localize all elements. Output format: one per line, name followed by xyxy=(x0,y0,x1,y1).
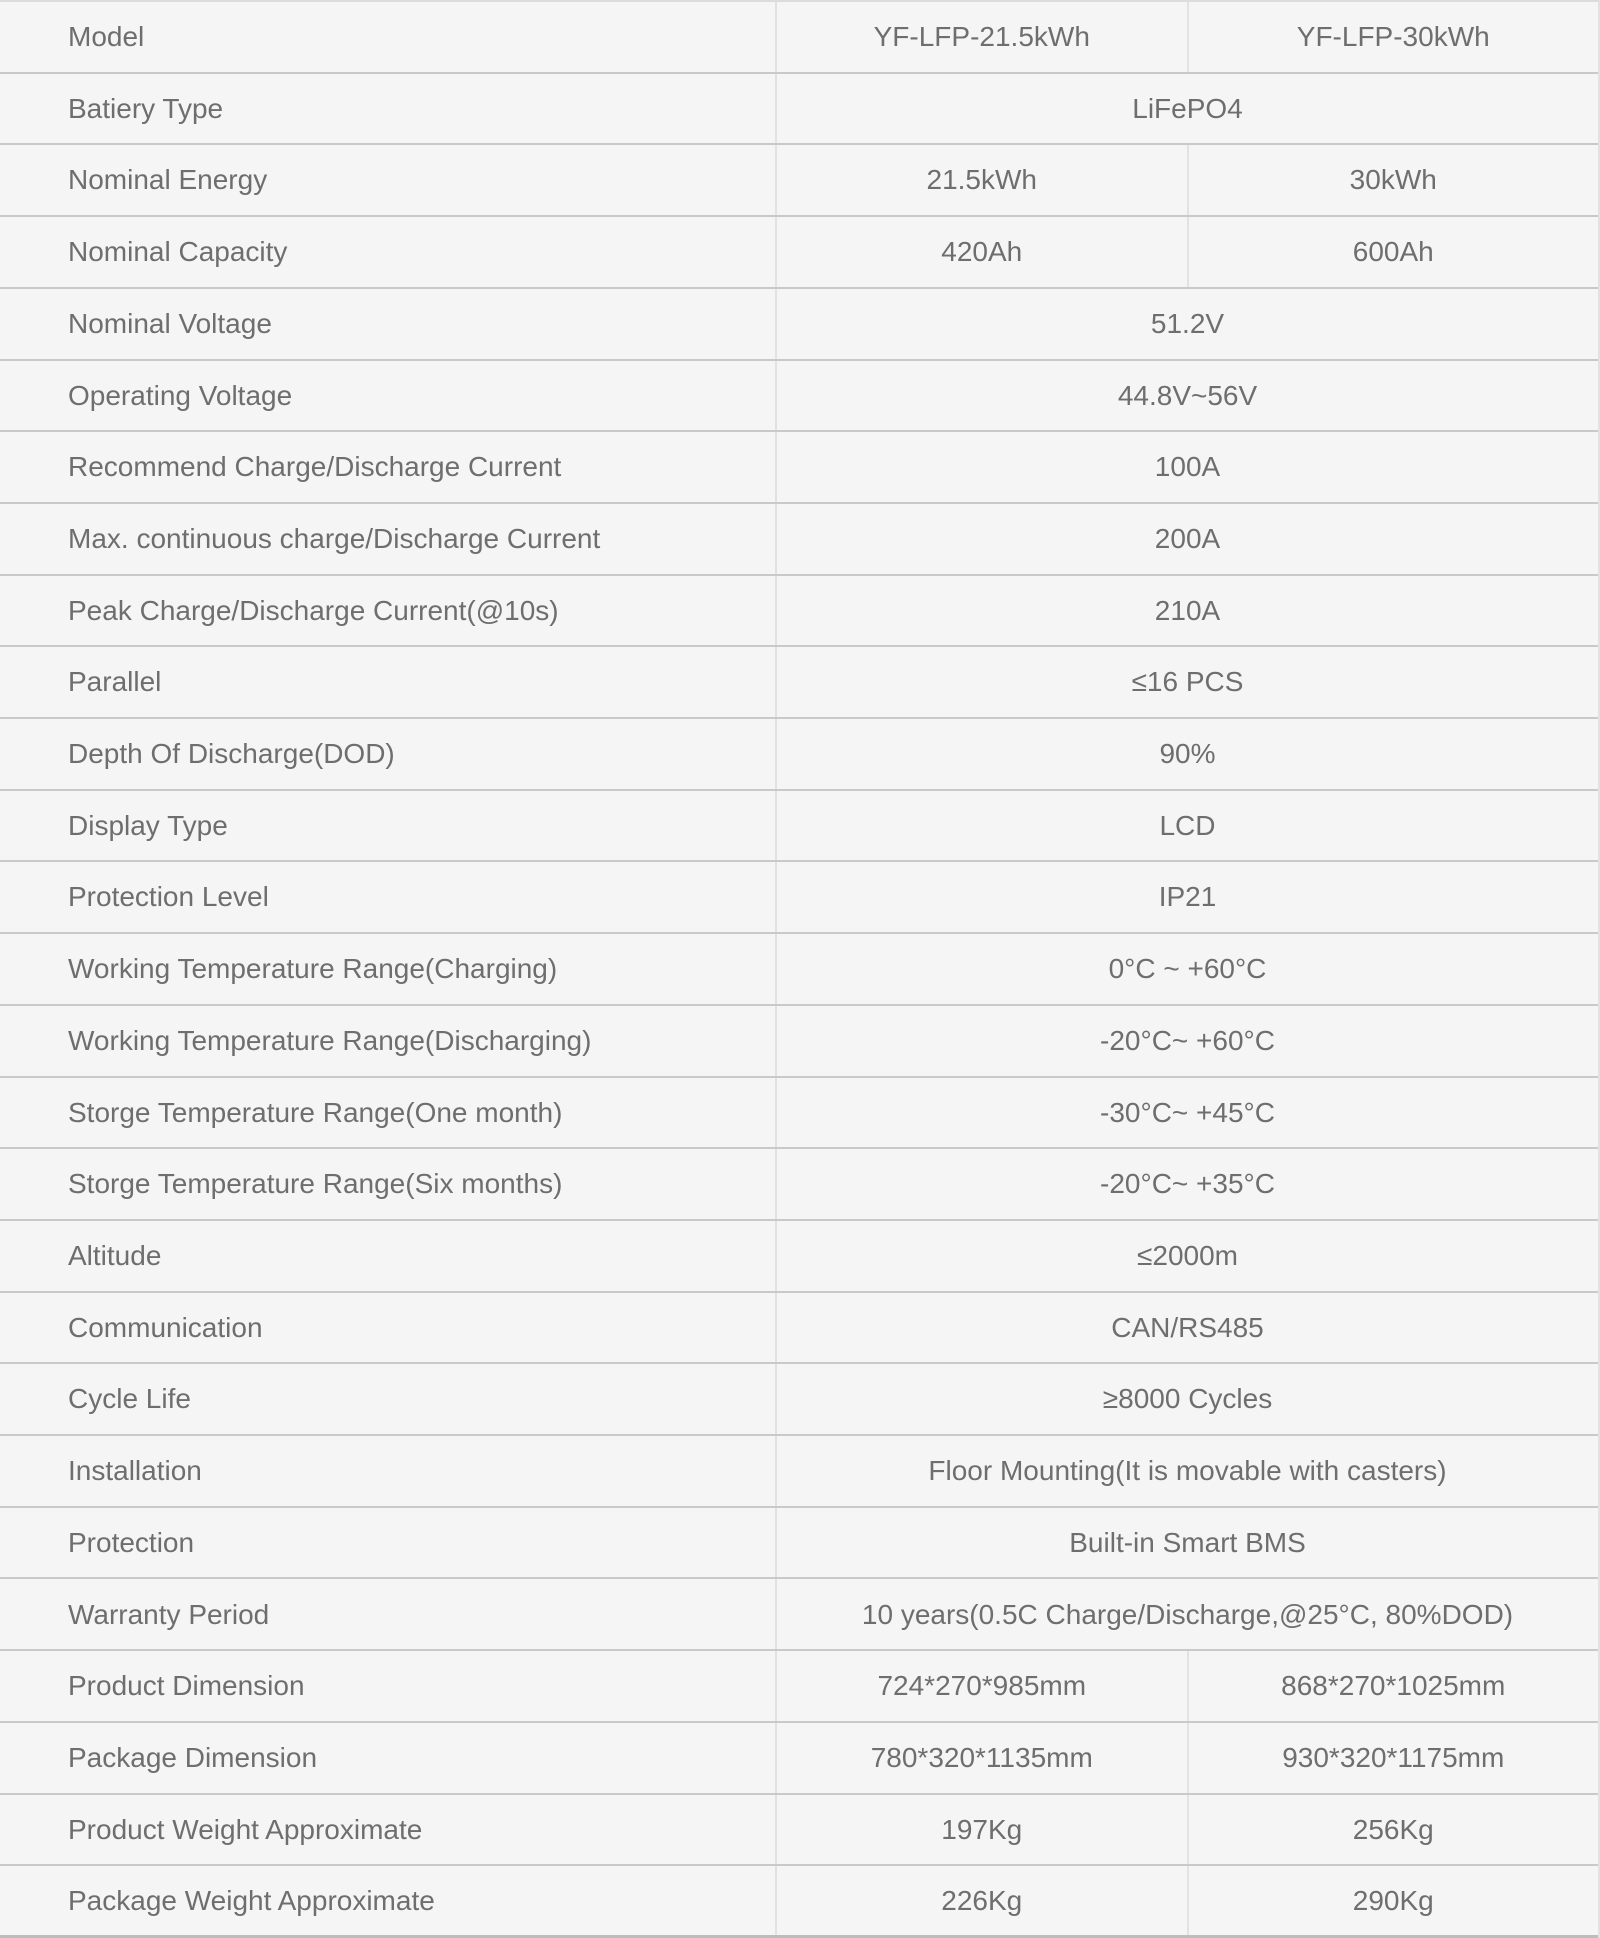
spec-label: Model xyxy=(0,2,777,72)
spec-value: -30°C~ +45°C xyxy=(1100,1096,1275,1128)
spec-value: 868*270*1025mm xyxy=(1187,1651,1599,1721)
spec-label: Nominal Voltage xyxy=(0,289,777,359)
spec-value: 210A xyxy=(1154,594,1221,626)
spec-label: Protection xyxy=(0,1508,777,1578)
spec-value: 780*320*1135mm xyxy=(870,1741,1093,1773)
spec-value: 600Ah xyxy=(1187,217,1599,287)
spec-value: YF-LFP-30kWh xyxy=(1187,2,1599,72)
spec-label: Display Type xyxy=(0,791,777,861)
spec-value: 724*270*985mm xyxy=(877,1670,1087,1702)
spec-value: 21.5kWh xyxy=(926,164,1037,196)
spec-label: Installation xyxy=(0,1436,777,1506)
table-row xyxy=(0,1723,1598,1795)
spec-value: ≥8000 Cycles xyxy=(1102,1383,1273,1415)
spec-label: Working Temperature Range(Discharging) xyxy=(0,1006,777,1076)
spec-value: IP21 xyxy=(1158,881,1217,913)
table-row xyxy=(0,719,1598,791)
table-row xyxy=(0,432,1598,504)
table-row xyxy=(0,1078,1598,1150)
spec-label: Storge Temperature Range(Six months) xyxy=(0,1149,777,1219)
spec-label: Working Temperature Range(Charging) xyxy=(0,934,777,1004)
spec-label: Storge Temperature Range(One month) xyxy=(0,1078,777,1148)
table-row xyxy=(0,1436,1598,1508)
spec-label: Package Weight Approximate xyxy=(0,1866,777,1935)
spec-label: Cycle Life xyxy=(0,1364,777,1434)
spec-value: 90% xyxy=(1159,738,1216,770)
spec-label: Nominal Capacity xyxy=(0,217,777,287)
table-row xyxy=(0,934,1598,1006)
spec-value: 930*320*1175mm xyxy=(1187,1723,1599,1793)
spec-label: Operating Voltage xyxy=(0,361,777,431)
spec-label: Peak Charge/Discharge Current(@10s) xyxy=(0,576,777,646)
spec-label: Parallel xyxy=(0,647,777,717)
spec-value: 226Kg xyxy=(941,1884,1023,1916)
spec-value: Built-in Smart BMS xyxy=(1069,1526,1306,1558)
spec-value: ≤2000m xyxy=(1137,1240,1238,1271)
spec-label: Batiery Type xyxy=(0,74,777,144)
table-row xyxy=(0,647,1598,719)
spec-value: 51.2V xyxy=(1150,307,1225,339)
spec-label: Recommend Charge/Discharge Current xyxy=(0,432,777,502)
spec-value: 200A xyxy=(1154,522,1221,554)
spec-value: -20°C~ +60°C xyxy=(1100,1024,1275,1056)
table-row xyxy=(0,791,1598,863)
spec-value: 420Ah xyxy=(941,236,1023,268)
spec-value: Floor Mounting(It is movable with casters) xyxy=(928,1455,1447,1487)
table-row xyxy=(0,1364,1598,1436)
spec-label: Package Dimension xyxy=(0,1723,777,1793)
spec-value: 290Kg xyxy=(1187,1866,1599,1935)
table-row xyxy=(0,1795,1598,1867)
spec-value: -20°C~ +35°C xyxy=(1100,1168,1275,1200)
spec-value: 44.8V~56V xyxy=(1117,379,1258,411)
spec-value: ≤16 PCS xyxy=(1131,666,1244,698)
table-row xyxy=(0,1579,1598,1651)
table-row xyxy=(0,2,1598,74)
table-row xyxy=(0,1149,1598,1221)
spec-label: Product Weight Approximate xyxy=(0,1795,777,1865)
spec-label: Nominal Energy xyxy=(0,145,777,215)
table-row xyxy=(0,1006,1598,1078)
spec-value: 0°C ~ +60°C xyxy=(1108,953,1267,985)
spec-value: 197Kg xyxy=(941,1813,1023,1845)
spec-value: CAN/RS485 xyxy=(1111,1311,1264,1343)
table-row xyxy=(0,289,1598,361)
spec-label: Depth Of Discharge(DOD) xyxy=(0,719,777,789)
spec-value: 30kWh xyxy=(1187,145,1599,215)
table-row xyxy=(0,862,1598,934)
spec-value: 10 years(0.5C Charge/Discharge,@25°C, 80%DOD) xyxy=(861,1598,1514,1630)
spec-value: YF-LFP-21.5kWh xyxy=(873,21,1090,53)
spec-label: Protection Level xyxy=(0,862,777,932)
table-row xyxy=(0,1866,1598,1938)
table-row xyxy=(0,576,1598,648)
spec-value: 100A xyxy=(1154,451,1221,483)
spec-label: Warranty Period xyxy=(0,1579,777,1649)
spec-label: Altitude xyxy=(0,1221,777,1291)
table-row xyxy=(0,1293,1598,1365)
spec-label: Communication xyxy=(0,1293,777,1363)
spec-value: 256Kg xyxy=(1187,1795,1599,1865)
table-row xyxy=(0,74,1598,146)
table-row xyxy=(0,1221,1598,1293)
table-row xyxy=(0,504,1598,576)
spec-label: Max. continuous charge/Discharge Current xyxy=(0,504,777,574)
table-row xyxy=(0,1651,1598,1723)
spec-value: LiFePO4 xyxy=(1132,92,1243,124)
table-row xyxy=(0,361,1598,433)
spec-label: Product Dimension xyxy=(0,1651,777,1721)
spec-value: LCD xyxy=(1159,809,1216,841)
table-row xyxy=(0,145,1598,217)
table-row xyxy=(0,217,1598,289)
table-row xyxy=(0,1508,1598,1580)
